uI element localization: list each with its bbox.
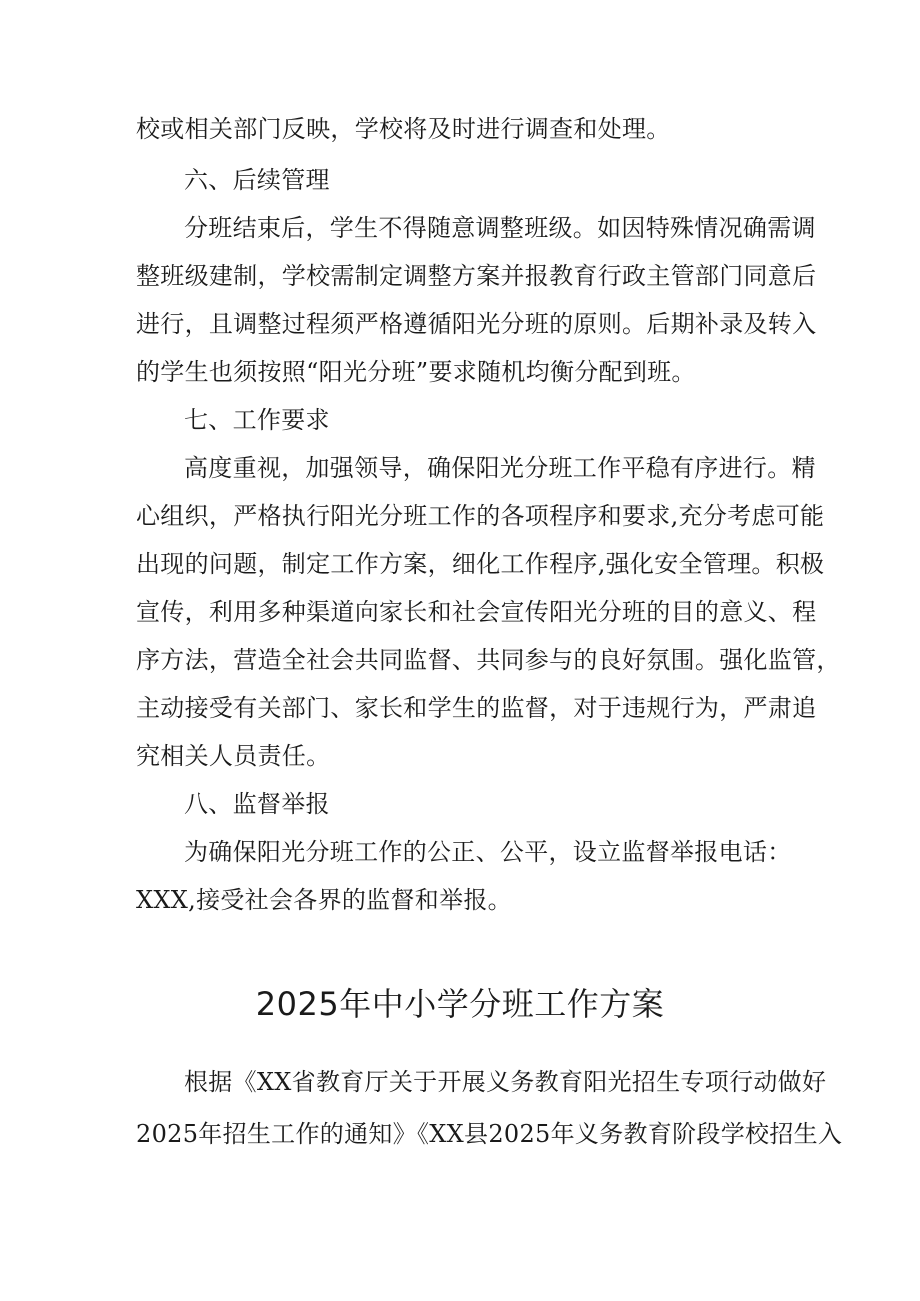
paragraph-line: 为确保阳光分班工作的公正、公平，设立监督举报电话： — [184, 838, 792, 866]
paragraph-line: 整班级建制，学校需制定调整方案并报教育行政主管部门同意后 — [136, 262, 817, 290]
paragraph-line: 究相关人员责任。 — [136, 742, 331, 770]
paragraph-line: 序方法，营造全社会共同监督、共同参与的良好氛围。强化监管， — [136, 646, 841, 674]
paragraph-line: 分班结束后，学生不得随意调整班级。如因特殊情况确需调 — [184, 214, 816, 242]
paragraph-line: 高度重视，加强领导，确保阳光分班工作平稳有序进行。精 — [184, 454, 816, 482]
paragraph-line: 校或相关部门反映，学校将及时进行调查和处理。 — [136, 115, 671, 143]
paragraph-line: 心组织，严格执行阳光分班工作的各项程序和要求,充分考虑可能 — [136, 502, 825, 530]
document-title: 2025年中小学分班工作方案 — [255, 985, 665, 1023]
section-heading-7: 七、工作要求 — [184, 406, 330, 434]
paragraph-line: 的学生也须按照“阳光分班”要求随机均衡分配到班。 — [136, 358, 696, 386]
paragraph-line: XXX,接受社会各界的监督和举报。 — [136, 886, 512, 914]
paragraph-line: 进行，且调整过程须严格遵循阳光分班的原则。后期补录及转入 — [136, 310, 817, 338]
paragraph-line: 宣传，利用多种渠道向家长和社会宣传阳光分班的目的意义、程 — [136, 598, 817, 626]
section-heading-6: 六、后续管理 — [184, 166, 330, 194]
paragraph-line: 2025年招生工作的通知》《XX县2025年义务教育阶段学校招生入 — [136, 1120, 843, 1148]
paragraph-line: 主动接受有关部门、家长和学生的监督，对于违规行为，严肃追 — [136, 694, 817, 722]
paragraph-line: 根据《XX省教育厅关于开展义务教育阳光招生专项行动做好 — [184, 1068, 827, 1096]
section-heading-8: 八、监督举报 — [184, 790, 330, 818]
paragraph-line: 出现的问题，制定工作方案，细化工作程序,强化安全管理。积极 — [136, 550, 825, 578]
